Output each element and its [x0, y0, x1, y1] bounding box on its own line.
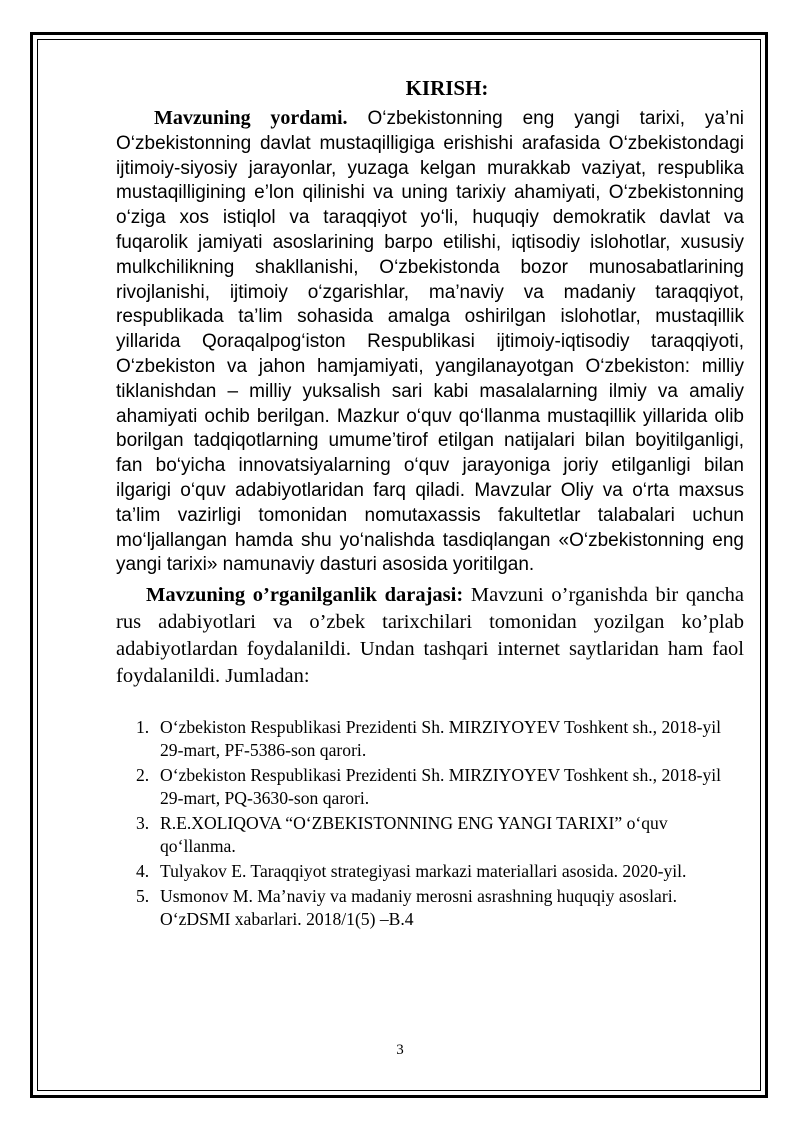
reference-text: Usmonov M. Ma’naviy va madaniy merosni asrashning huquqiy asoslari. O‘zDSMI xabarlari. 2018/1(5) –B.4 [160, 886, 677, 930]
reference-list [116, 716, 742, 931]
page-title: KIRISH: [405, 76, 489, 100]
reference-number: 4. [136, 861, 150, 882]
reference-item [116, 885, 742, 931]
intro-lead: Mavzuning yordami. [154, 107, 348, 129]
study-degree-paragraph [116, 582, 744, 690]
page-content [116, 74, 744, 933]
reference-item [116, 812, 742, 858]
reference-number: 5. [136, 886, 150, 907]
intro-paragraph [116, 106, 744, 578]
reference-number: 3. [136, 813, 150, 834]
reference-item [116, 860, 742, 883]
study-degree-lead: Mavzuning o’rganilganlik darajasi: [146, 584, 464, 607]
page-number: 3 [396, 1042, 404, 1058]
reference-text: O‘zbekiston Respublikasi Prezidenti Sh. MIRZIYOYEV Toshkent sh., 2018-yil 29-mart, PF-5386-son qarori. [160, 717, 722, 761]
reference-text: Tulyakov E. Taraqqiyot strategiyasi markazi materiallari asosida. 2020-yil. [160, 861, 687, 882]
reference-number: 2. [136, 765, 150, 786]
study-degree-text: Mavzuni o’rganishda bir qancha rus adabiyotlari va o’zbek tarixchilari tomonidan yozilgan ko’plab adabiyotlardan foydalanildi. Undan tashqari internet saytlaridan ham faol foydalanildi. Jumladan: [116, 584, 744, 688]
reference-text: O‘zbekiston Respublikasi Prezidenti Sh. MIRZIYOYEV Toshkent sh., 2018-yil 29-mart, PQ-3630-son qarori. [160, 765, 722, 809]
reference-text: R.E.XOLIQOVA “O‘ZBEKISTONNING ENG YANGI TARIXI” o‘quv qo‘llanma. [160, 813, 668, 857]
reference-item [116, 764, 742, 810]
reference-number: 1. [136, 717, 150, 738]
reference-item [116, 716, 742, 762]
intro-text: O‘zbekistonning eng yangi tarixi, ya’ni O‘zbekistonning davlat mustaqilligiga erishishi arafasida O‘zbekistondagi ijtimoiy-siyosiy jarayonlar, yuzaga kelgan murakkab vaziyat, respublika mustaqilligining e’lon qilinishi va uning tarixiy ahamiyati, O‘zbekistonning o‘ziga xos istiqlol va taraqqiyot yo‘li, huquqiy demokratik davlat va fuqarolik jamiyati asoslarining barpo etilishi, iqtisodiy islohotlar, xususiy mulkchilikning shakllanishi, O‘zbekistonda bozor munosabatlarining rivojlanishi, ijtimoiy o‘zgarishlar, ma’naviy va madaniy taraqqiyot, respublikada ta’lim sohasida amalga oshirilgan islohotlar, mustaqillik yillarida Qoraqalpog‘iston Respublikasi ijtimoiy-iqtisodiy taraqqiyoti, O‘zbekiston va jahon hamjamiyati, yangilanayotgan O‘zbekiston: milliy tiklanishdan – milliy yuksalish sari kabi masalalarning ilmiy va amaliy ahamiyati ochib berilgan. Mazkur o‘quv qo‘llanma mustaqillik yillarida olib borilgan tadqiqotlarning umume’tirof etilgan natijalari bilan boyitilganligi, fan bo‘yicha innovatsiyalarning o‘quv jarayoniga joriy etilganligi bilan ilgarigi o‘quv adabiyotlaridan farq qiladi. Mavzular Oliy va o‘rta maxsus ta’lim vazirligi tomonidan nomutaxassis fakultetlar talabalari uchun mo‘ljallangan hamda shu yo‘nalishda tasdiqlangan «O‘zbekistonning eng yangi tarixi» namunaviy dasturi asosida yoritilgan. [116, 108, 744, 576]
